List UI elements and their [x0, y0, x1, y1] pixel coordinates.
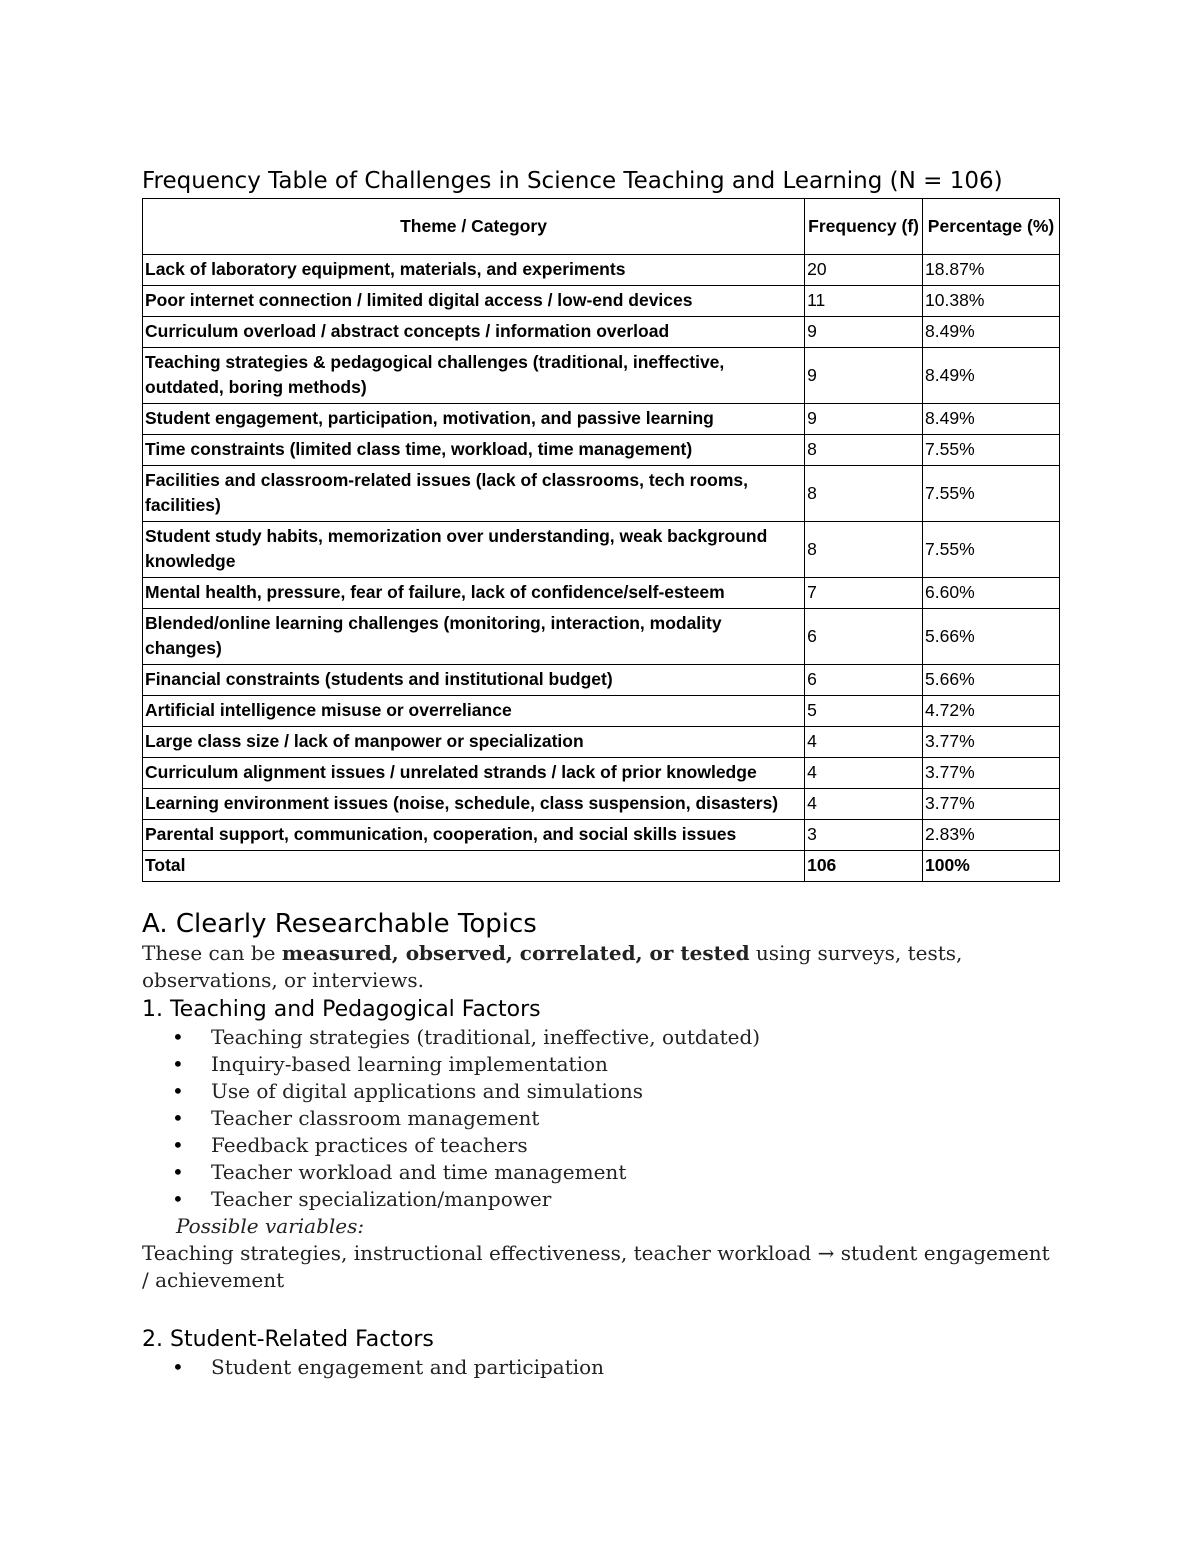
table-total-row	[143, 851, 1060, 882]
list-item: • Feedback practices of teachers	[172, 1132, 1060, 1159]
total-frequency: 106	[805, 851, 923, 882]
list-item: • Student engagement and participation	[172, 1354, 1060, 1381]
cell-percentage: 7.55%	[923, 466, 1060, 522]
cell-percentage: 3.77%	[923, 758, 1060, 789]
table-row	[143, 466, 1060, 522]
cell-frequency: 8	[805, 466, 923, 522]
cell-theme: Student study habits, memorization over understanding, weak background knowledge	[143, 522, 805, 578]
cell-theme: Parental support, communication, cooperation, and social skills issues	[143, 820, 805, 851]
table-row	[143, 758, 1060, 789]
cell-theme: Blended/online learning challenges (monitoring, interaction, modality changes)	[143, 609, 805, 665]
cell-frequency: 8	[805, 435, 923, 466]
subsection-2-list	[142, 1354, 1060, 1381]
possible-variables-label: Possible variables:	[176, 1214, 365, 1238]
cell-theme: Curriculum overload / abstract concepts / information overload	[143, 317, 805, 348]
list-item: • Teacher workload and time management	[172, 1159, 1060, 1186]
cell-theme: Student engagement, participation, motivation, and passive learning	[143, 404, 805, 435]
cell-theme: Lack of laboratory equipment, materials, and experiments	[143, 255, 805, 286]
header-theme: Theme / Category	[143, 199, 805, 255]
list-item: • Inquiry-based learning implementation	[172, 1051, 1060, 1078]
header-frequency: Frequency (f)	[805, 199, 923, 255]
table-title: Frequency Table of Challenges in Science Teaching and Learning (N = 106)	[142, 168, 1003, 194]
table-row	[143, 286, 1060, 317]
table-row	[143, 404, 1060, 435]
cell-percentage: 8.49%	[923, 317, 1060, 348]
cell-frequency: 20	[805, 255, 923, 286]
cell-frequency: 9	[805, 348, 923, 404]
cell-percentage: 4.72%	[923, 696, 1060, 727]
cell-theme: Artificial intelligence misuse or overreliance	[143, 696, 805, 727]
cell-percentage: 3.77%	[923, 727, 1060, 758]
cell-theme: Learning environment issues (noise, schedule, class suspension, disasters)	[143, 789, 805, 820]
frequency-table	[142, 198, 1060, 882]
cell-theme: Teaching strategies & pedagogical challenges (traditional, ineffective, outdated, boring methods)	[143, 348, 805, 404]
cell-theme: Mental health, pressure, fear of failure, lack of confidence/self-esteem	[143, 578, 805, 609]
cell-theme: Financial constraints (students and institutional budget)	[143, 665, 805, 696]
cell-percentage: 5.66%	[923, 665, 1060, 696]
list-item: • Teacher classroom management	[172, 1105, 1060, 1132]
table-row	[143, 696, 1060, 727]
cell-percentage: 2.83%	[923, 820, 1060, 851]
table-row	[143, 727, 1060, 758]
cell-percentage: 3.77%	[923, 789, 1060, 820]
table-row	[143, 348, 1060, 404]
table-row	[143, 665, 1060, 696]
table-row	[143, 317, 1060, 348]
cell-frequency: 6	[805, 609, 923, 665]
table-row	[143, 789, 1060, 820]
cell-theme: Facilities and classroom-related issues (lack of classrooms, tech rooms, facilities)	[143, 466, 805, 522]
cell-frequency: 4	[805, 727, 923, 758]
subsection-2-heading: 2. Student-Related Factors	[142, 1327, 434, 1352]
cell-percentage: 5.66%	[923, 609, 1060, 665]
cell-frequency: 3	[805, 820, 923, 851]
possible-variables-text: Teaching strategies, instructional effectiveness, teacher workload → student engagement / achievement	[142, 1241, 1050, 1292]
table-row	[143, 578, 1060, 609]
table-row	[143, 435, 1060, 466]
list-item: • Use of digital applications and simulations	[172, 1078, 1060, 1105]
cell-percentage: 7.55%	[923, 435, 1060, 466]
list-item: • Teacher specialization/manpower	[172, 1186, 1060, 1213]
cell-theme: Large class size / lack of manpower or specialization	[143, 727, 805, 758]
cell-theme: Curriculum alignment issues / unrelated strands / lack of prior knowledge	[143, 758, 805, 789]
cell-frequency: 5	[805, 696, 923, 727]
table-body	[143, 255, 1060, 882]
cell-frequency: 6	[805, 665, 923, 696]
subsection-1-list	[142, 1024, 1060, 1213]
list-item: • Teaching strategies (traditional, ineffective, outdated)	[172, 1024, 1060, 1051]
subsection-1-heading: 1. Teaching and Pedagogical Factors	[142, 997, 541, 1022]
total-label: Total	[143, 851, 805, 882]
cell-frequency: 8	[805, 522, 923, 578]
cell-frequency: 4	[805, 758, 923, 789]
table-row	[143, 522, 1060, 578]
cell-percentage: 8.49%	[923, 348, 1060, 404]
section-a-heading: A. Clearly Researchable Topics	[142, 909, 537, 939]
cell-percentage: 18.87%	[923, 255, 1060, 286]
cell-percentage: 8.49%	[923, 404, 1060, 435]
cell-percentage: 6.60%	[923, 578, 1060, 609]
cell-frequency: 4	[805, 789, 923, 820]
table-row	[143, 255, 1060, 286]
cell-frequency: 9	[805, 404, 923, 435]
table-row	[143, 609, 1060, 665]
cell-theme: Time constraints (limited class time, workload, time management)	[143, 435, 805, 466]
table-header-row	[143, 199, 1060, 255]
section-a-intro	[142, 940, 1060, 994]
table-row	[143, 820, 1060, 851]
cell-percentage: 7.55%	[923, 522, 1060, 578]
intro-text-before: These can be	[142, 941, 282, 965]
cell-frequency: 7	[805, 578, 923, 609]
total-percentage: 100%	[923, 851, 1060, 882]
cell-frequency: 9	[805, 317, 923, 348]
header-percentage: Percentage (%)	[923, 199, 1060, 255]
cell-percentage: 10.38%	[923, 286, 1060, 317]
intro-text-bold: measured, observed, correlated, or tested	[281, 941, 750, 965]
document-page	[142, 166, 1060, 1381]
cell-frequency: 11	[805, 286, 923, 317]
intro-text-after: using surveys, tests, observations, or interviews.	[142, 941, 963, 992]
cell-theme: Poor internet connection / limited digital access / low-end devices	[143, 286, 805, 317]
